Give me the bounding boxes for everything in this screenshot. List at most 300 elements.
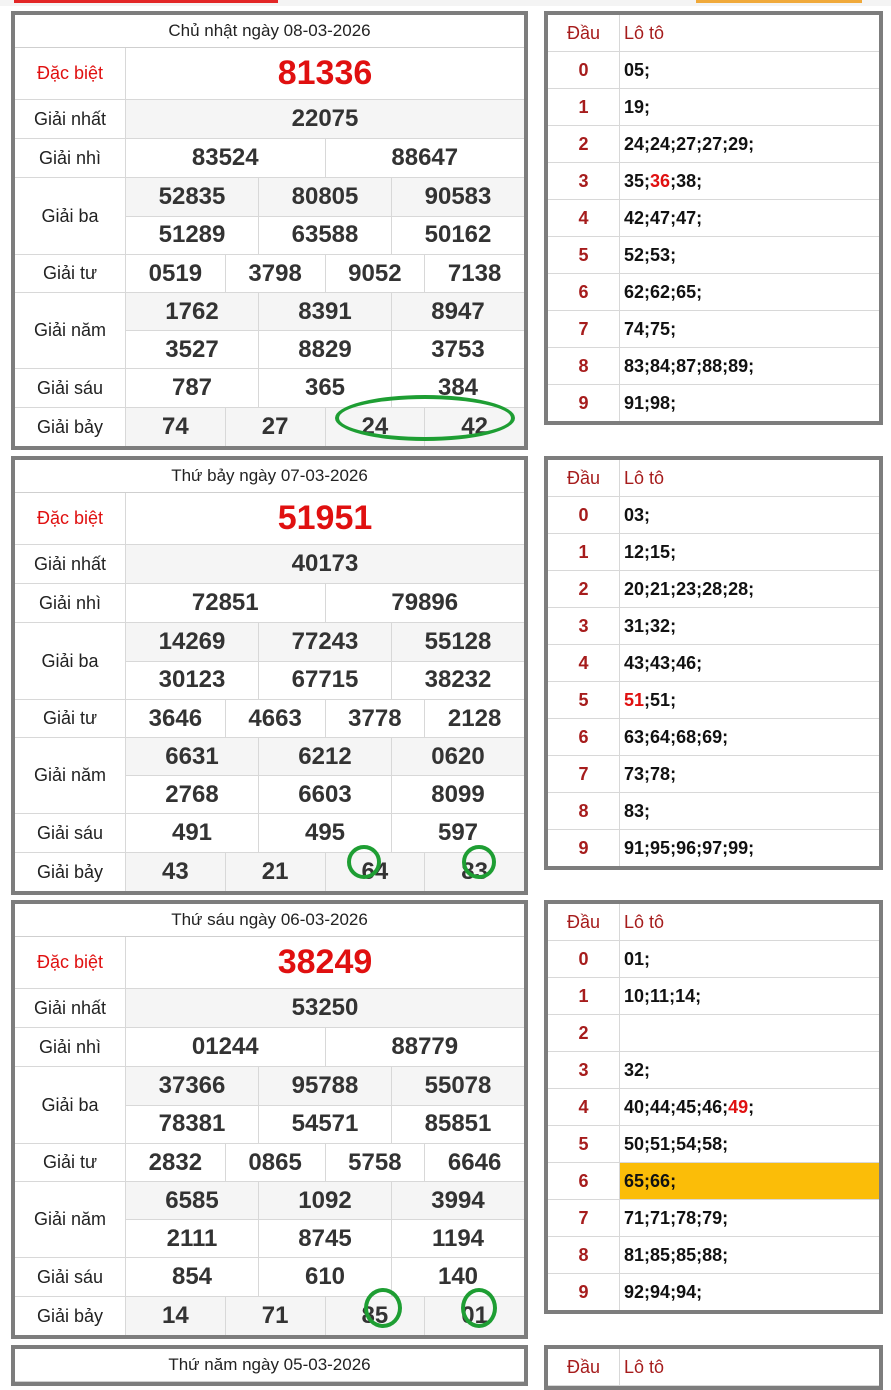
prize-line	[126, 738, 524, 775]
prize-number: 610	[258, 1258, 391, 1296]
loto-number: 15	[650, 541, 671, 562]
loto-row	[548, 311, 879, 348]
loto-head-digit: 8	[548, 348, 620, 384]
loto-number: 29	[728, 133, 749, 154]
prize-label: Giải sáu	[15, 1258, 126, 1296]
loto-row	[548, 534, 879, 571]
prize-label: Giải sáu	[15, 369, 126, 407]
prize-number: 83524	[191, 144, 259, 171]
prize-number: 55128	[391, 623, 524, 661]
prize-number: 85	[325, 1297, 425, 1335]
loto-numbers: 43 ; 43 ; 46 ;	[624, 652, 703, 673]
loto-number: 98	[650, 392, 671, 413]
loto-numbers: 03 ;	[624, 504, 651, 525]
prize-number: 5758	[325, 1144, 425, 1181]
prize-row	[15, 700, 524, 738]
prize-values	[126, 989, 524, 1027]
prize-number: 9052	[325, 255, 425, 292]
loto-number: 75	[650, 318, 671, 339]
prize-row	[15, 853, 524, 891]
loto-head-digit: 9	[548, 1274, 620, 1310]
prize-line	[126, 661, 524, 700]
prize-line	[126, 1105, 524, 1144]
prize-line	[126, 584, 524, 622]
prize-number: 14269	[158, 627, 226, 655]
prize-number: 8829	[258, 331, 391, 368]
loto-number: 92	[624, 1281, 645, 1302]
loto-number: 58	[702, 1133, 723, 1154]
loto-number: 31	[624, 615, 645, 636]
loto-number: 47	[650, 207, 671, 228]
prize-values	[126, 545, 524, 583]
loto-row	[548, 274, 879, 311]
prize-label: Giải tư	[15, 700, 126, 737]
loto-header-loto: Lô tô	[624, 467, 665, 488]
loto-number: 94	[676, 1281, 697, 1302]
prize-number: 01	[424, 1297, 524, 1335]
prize-number: 3646	[148, 704, 203, 732]
prize-label: Giải ba	[15, 178, 126, 254]
loto-number: 14	[675, 985, 696, 1006]
prize-number: 854	[171, 1263, 213, 1290]
prize-number: 2768	[165, 780, 219, 808]
loto-number: 53	[650, 244, 671, 265]
prize-line	[126, 48, 524, 99]
loto-number: 03	[624, 504, 645, 525]
prize-row	[15, 1028, 524, 1067]
prize-number: 24	[325, 408, 425, 446]
results-table	[11, 11, 528, 450]
prize-number: 6585	[165, 1186, 219, 1214]
loto-head-digit: 0	[548, 497, 620, 533]
loto-header-dau: Đầu	[548, 1349, 620, 1385]
loto-number: 74	[624, 318, 645, 339]
loto-numbers: 83 ; 84 ; 87 ; 88 ; 89 ;	[624, 355, 755, 376]
prize-row	[15, 1067, 524, 1144]
prize-number: 88779	[325, 1028, 525, 1066]
prize-line	[126, 623, 524, 661]
prize-number: 01244	[191, 1033, 259, 1060]
loto-number: 43	[650, 652, 671, 673]
prize-line	[126, 369, 524, 407]
prize-line	[126, 853, 524, 891]
loto-row	[548, 1089, 879, 1126]
prize-label: Giải nhì	[15, 139, 126, 177]
loto-head-digit: 6	[548, 719, 620, 755]
loto-row	[548, 571, 879, 608]
loto-row	[548, 1274, 879, 1310]
loto-table	[544, 1345, 883, 1390]
loto-numbers: 10 ; 11 ; 14 ;	[624, 985, 702, 1006]
prize-label: Đặc biệt	[15, 937, 126, 988]
loto-row	[548, 830, 879, 866]
loto-row	[548, 1200, 879, 1237]
prize-number: 63588	[258, 217, 391, 255]
prize-row	[15, 139, 524, 178]
prize-number: 1762	[165, 297, 219, 325]
prize-number: 1092	[258, 1182, 391, 1219]
prize-line	[126, 937, 524, 988]
loto-number: 52	[624, 244, 645, 265]
prize-number: 384	[391, 369, 524, 407]
prize-values	[126, 1067, 524, 1143]
loto-row	[548, 200, 879, 237]
prize-row	[15, 100, 524, 139]
loto-number: 65	[624, 1170, 645, 1191]
loto-number: 20	[624, 578, 645, 599]
prize-line	[126, 330, 524, 368]
prize-number: 3527	[165, 335, 219, 363]
prize-number: 6212	[258, 738, 391, 775]
loto-row	[548, 348, 879, 385]
prize-number: 55078	[391, 1067, 524, 1105]
loto-number: 24	[624, 133, 645, 154]
prize-number: 3798	[225, 255, 325, 292]
loto-row	[548, 1015, 879, 1052]
prize-number: 3994	[391, 1182, 524, 1219]
loto-number: 47	[676, 207, 697, 228]
prize-label: Giải năm	[15, 1182, 126, 1257]
prize-line	[126, 1144, 524, 1181]
loto-head-digit: 8	[548, 793, 620, 829]
loto-number: 62	[650, 281, 671, 302]
loto-number: 96	[676, 837, 697, 858]
loto-head-digit: 1	[548, 978, 620, 1014]
loto-row	[548, 497, 879, 534]
prize-label: Giải bảy	[15, 408, 126, 446]
loto-number: 71	[650, 1207, 671, 1228]
loto-number: 28	[702, 578, 723, 599]
loto-numbers: 91 ; 98 ;	[624, 392, 677, 413]
loto-number: 83	[624, 355, 645, 376]
prize-values	[126, 623, 524, 699]
prize-row	[15, 255, 524, 293]
loto-number: 68	[676, 726, 697, 747]
prize-number: 3778	[325, 700, 425, 737]
loto-number: 46	[702, 1096, 723, 1117]
prize-row	[15, 814, 524, 853]
prize-row	[15, 1144, 524, 1182]
prize-label: Giải ba	[15, 1067, 126, 1143]
prize-number: 2832	[148, 1148, 203, 1176]
prize-line	[126, 139, 524, 177]
loto-number: 87	[676, 355, 697, 376]
prize-line	[126, 775, 524, 813]
loto-head-digit: 7	[548, 756, 620, 792]
prize-number: 4663	[225, 700, 325, 737]
prize-number: 74	[162, 413, 189, 440]
loto-row	[548, 126, 879, 163]
loto-row	[548, 793, 879, 830]
prize-number: 6603	[258, 776, 391, 813]
prize-line	[126, 293, 524, 330]
loto-number: 11	[650, 985, 670, 1006]
prize-label: Giải bảy	[15, 1297, 126, 1335]
prize-values	[126, 1182, 524, 1257]
loto-number: 24	[650, 133, 671, 154]
loto-number: 85	[676, 1244, 697, 1265]
prize-row	[15, 1297, 524, 1335]
prize-number: 491	[171, 819, 213, 846]
prize-number: 77243	[258, 623, 391, 661]
prize-number: 67715	[258, 662, 391, 700]
loto-numbers: 51 ; 51 ;	[624, 689, 677, 710]
prize-number: 2128	[424, 700, 524, 737]
prize-number: 8099	[391, 776, 524, 813]
prize-line	[126, 1028, 524, 1066]
prize-row	[15, 623, 524, 700]
prize-number: 6646	[424, 1144, 524, 1181]
banner-orange-bar	[696, 0, 862, 3]
prize-number: 95788	[258, 1067, 391, 1105]
prize-line	[126, 1067, 524, 1105]
prize-values	[126, 937, 524, 988]
loto-row	[548, 52, 879, 89]
loto-row	[548, 978, 879, 1015]
loto-numbers: 62 ; 62 ; 65 ;	[624, 281, 703, 302]
loto-header-loto: Lô tô	[624, 22, 665, 43]
loto-row	[548, 719, 879, 756]
loto-number: 85	[650, 1244, 671, 1265]
prize-line	[126, 700, 524, 737]
prize-line	[126, 493, 524, 544]
loto-row	[548, 1237, 879, 1274]
loto-numbers: 92 ; 94 ; 94 ;	[624, 1281, 703, 1302]
loto-number: 79	[702, 1207, 723, 1228]
loto-numbers: 40 ; 44 ; 45 ; 46 ; 49 ;	[624, 1096, 755, 1117]
prize-label: Giải nhì	[15, 584, 126, 622]
loto-numbers: 20 ; 21 ; 23 ; 28 ; 28 ;	[624, 578, 755, 599]
prize-line	[126, 408, 524, 446]
prize-number: 365	[258, 369, 391, 407]
prize-values	[126, 1028, 524, 1066]
loto-numbers: 24 ; 24 ; 27 ; 27 ; 29 ;	[624, 133, 755, 154]
prize-row	[15, 369, 524, 408]
loto-number: 73	[624, 763, 645, 784]
prize-number: 22075	[291, 105, 359, 132]
loto-header-dau: Đầu	[548, 15, 620, 51]
results-table	[11, 1345, 528, 1386]
loto-row	[548, 1163, 879, 1200]
loto-number: 62	[624, 281, 645, 302]
prize-line	[126, 1219, 524, 1257]
loto-numbers: 52 ; 53 ;	[624, 244, 677, 265]
results-table	[11, 456, 528, 895]
prize-number: 83	[424, 853, 524, 891]
loto-row	[548, 756, 879, 793]
loto-number: 36	[650, 170, 671, 191]
loto-head-digit: 4	[548, 645, 620, 681]
loto-head-digit: 7	[548, 1200, 620, 1236]
loto-numbers: 74 ; 75 ;	[624, 318, 677, 339]
loto-row	[548, 608, 879, 645]
loto-number: 01	[624, 948, 645, 969]
loto-number: 69	[702, 726, 723, 747]
loto-numbers: 65 ; 66 ;	[620, 1163, 879, 1199]
prize-label: Giải nhì	[15, 1028, 126, 1066]
prize-number: 27	[225, 408, 325, 446]
loto-row	[548, 1126, 879, 1163]
loto-numbers: 81 ; 85 ; 85 ; 88 ;	[624, 1244, 729, 1265]
loto-head-digit: 3	[548, 163, 620, 199]
loto-head-digit: 5	[548, 682, 620, 718]
loto-number: 84	[650, 355, 671, 376]
prize-row	[15, 1258, 524, 1297]
prize-line	[126, 100, 524, 138]
loto-number: 51	[624, 689, 645, 710]
loto-head-digit: 3	[548, 608, 620, 644]
loto-number: 88	[702, 1244, 723, 1265]
prize-label: Giải tư	[15, 255, 126, 292]
prize-number: 81336	[277, 54, 373, 92]
loto-head-digit: 1	[548, 89, 620, 125]
prize-row	[15, 408, 524, 446]
prize-label: Giải nhất	[15, 989, 126, 1027]
prize-row	[15, 738, 524, 814]
prize-number: 7138	[424, 255, 524, 292]
loto-head-digit: 5	[548, 237, 620, 273]
loto-number: 91	[624, 392, 645, 413]
loto-head-digit: 2	[548, 571, 620, 607]
loto-number: 19	[624, 96, 645, 117]
prize-number: 51289	[158, 221, 226, 249]
loto-numbers: 12 ; 15 ;	[624, 541, 677, 562]
loto-head-digit: 7	[548, 311, 620, 347]
prize-label: Giải bảy	[15, 853, 126, 891]
loto-number: 21	[650, 578, 671, 599]
loto-row	[548, 1052, 879, 1089]
prize-values	[126, 408, 524, 446]
loto-number: 50	[624, 1133, 645, 1154]
prize-number: 52835	[158, 182, 226, 210]
prize-number: 79896	[325, 584, 525, 622]
prize-values	[126, 700, 524, 737]
prize-label: Giải tư	[15, 1144, 126, 1181]
loto-head-digit: 9	[548, 385, 620, 421]
loto-number: 43	[624, 652, 645, 673]
prize-number: 140	[391, 1258, 524, 1296]
loto-number: 71	[624, 1207, 645, 1228]
prize-line	[126, 216, 524, 255]
loto-header-dau: Đầu	[548, 460, 620, 496]
prize-number: 72851	[191, 589, 259, 616]
prize-number: 53250	[291, 994, 359, 1021]
prize-number: 37366	[158, 1071, 226, 1099]
prize-values	[126, 369, 524, 407]
loto-row	[548, 645, 879, 682]
loto-row	[548, 385, 879, 421]
loto-number: 35	[624, 170, 645, 191]
loto-row	[548, 682, 879, 719]
prize-number: 21	[225, 853, 325, 891]
prize-row	[15, 937, 524, 989]
loto-number: 78	[650, 763, 671, 784]
prize-values	[126, 178, 524, 254]
prize-values	[126, 1144, 524, 1181]
loto-number: 54	[676, 1133, 697, 1154]
prize-row	[15, 293, 524, 369]
loto-head-digit: 2	[548, 126, 620, 162]
prize-label: Giải ba	[15, 623, 126, 699]
prize-number: 64	[325, 853, 425, 891]
prize-line	[126, 989, 524, 1027]
prize-values	[126, 1258, 524, 1296]
results-date-title: Thứ bảy ngày 07-03-2026	[15, 460, 524, 493]
banner-red-bar	[14, 0, 278, 3]
loto-number: 65	[676, 281, 697, 302]
loto-number: 83	[624, 800, 645, 821]
prize-number: 78381	[158, 1110, 226, 1138]
prize-row	[15, 584, 524, 623]
loto-number: 23	[676, 578, 697, 599]
prize-number: 54571	[258, 1106, 391, 1144]
loto-numbers: 19 ;	[624, 96, 651, 117]
loto-header-dau: Đầu	[548, 904, 620, 940]
loto-numbers: 91 ; 95 ; 96 ; 97 ; 99 ;	[624, 837, 755, 858]
prize-values	[126, 1297, 524, 1335]
prize-number: 51951	[277, 499, 373, 537]
loto-number: 05	[624, 59, 645, 80]
loto-head-digit: 3	[548, 1052, 620, 1088]
loto-head-digit: 1	[548, 534, 620, 570]
loto-head-digit: 9	[548, 830, 620, 866]
loto-head-digit: 5	[548, 1126, 620, 1162]
top-banner-strip	[0, 0, 891, 6]
prize-label: Giải năm	[15, 738, 126, 813]
loto-row	[548, 89, 879, 126]
loto-number: 89	[728, 355, 749, 376]
loto-number: 81	[624, 1244, 645, 1265]
prize-number: 8391	[258, 293, 391, 330]
loto-numbers: 42 ; 47 ; 47 ;	[624, 207, 703, 228]
loto-table	[544, 900, 883, 1314]
prize-number: 38232	[391, 662, 524, 700]
prize-number: 40173	[291, 550, 359, 577]
loto-number: 45	[676, 1096, 697, 1117]
prize-number: 71	[225, 1297, 325, 1335]
prize-values	[126, 139, 524, 177]
prize-number: 43	[162, 858, 189, 885]
loto-number: 28	[728, 578, 749, 599]
prize-line	[126, 1297, 524, 1335]
loto-numbers: 35 ; 36 ; 38 ;	[624, 170, 703, 191]
loto-header-row	[548, 460, 879, 497]
prize-row	[15, 1182, 524, 1258]
loto-number: 40	[624, 1096, 645, 1117]
prize-number: 6631	[165, 742, 219, 770]
prize-number: 85851	[391, 1106, 524, 1144]
prize-line	[126, 545, 524, 583]
loto-number: 32	[624, 1059, 645, 1080]
loto-head-digit: 6	[548, 274, 620, 310]
prize-values	[126, 493, 524, 544]
prize-number: 597	[391, 814, 524, 852]
prize-values	[126, 100, 524, 138]
prize-values	[126, 293, 524, 368]
loto-number: 51	[650, 689, 671, 710]
prize-line	[126, 178, 524, 216]
loto-number: 51	[650, 1133, 671, 1154]
loto-head-digit: 8	[548, 1237, 620, 1273]
prize-label: Giải sáu	[15, 814, 126, 852]
loto-number: 63	[624, 726, 645, 747]
prize-number: 42	[424, 408, 524, 446]
loto-head-digit: 0	[548, 52, 620, 88]
prize-number: 8947	[391, 293, 524, 330]
prize-line	[126, 1258, 524, 1296]
loto-number: 49	[728, 1096, 749, 1117]
prize-label: Giải nhất	[15, 100, 126, 138]
